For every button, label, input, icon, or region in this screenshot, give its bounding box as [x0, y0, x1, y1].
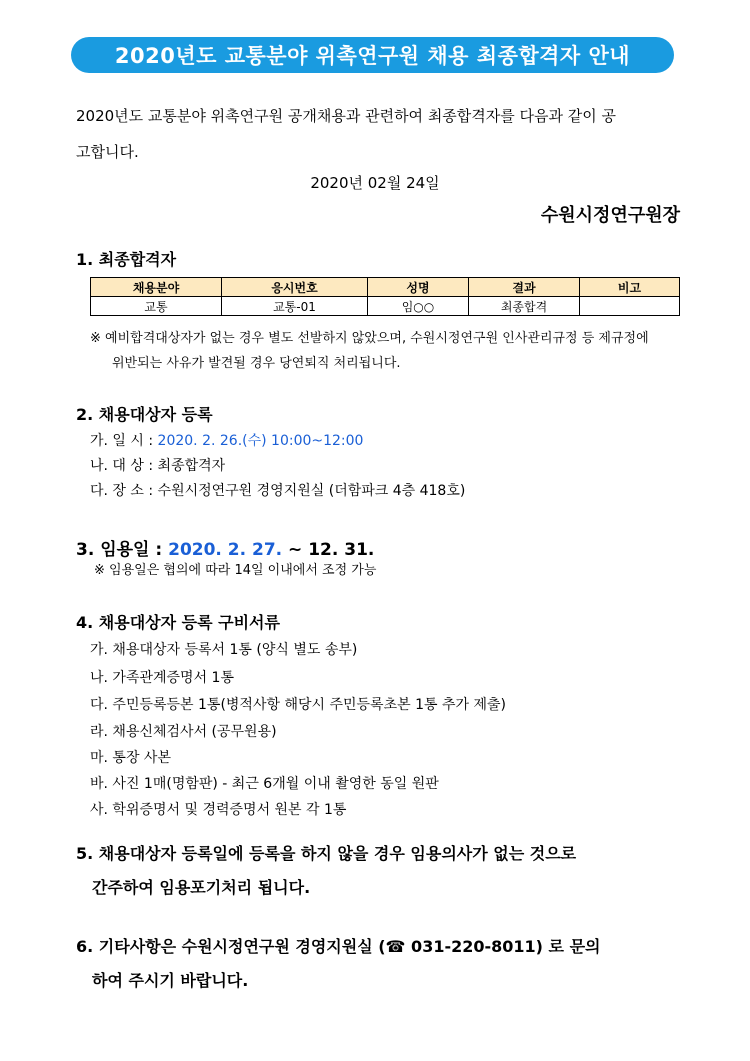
section-3-heading: [76, 535, 374, 560]
column-header: 응시번호: [222, 278, 368, 297]
section-4-heading: 4. 채용대상자 등록 구비서류: [76, 613, 280, 632]
intro-paragraph: [76, 98, 680, 170]
section-6-text: [76, 930, 601, 998]
location-item: 다. 장 소 : 수원시정연구원 경영지원실 (더함파크 4층 418호): [90, 483, 466, 499]
intro-line-2: 고합니다.: [76, 143, 139, 161]
note-line-2: 위반되는 사유가 발견될 경우 당연퇴직 처리됩니다.: [112, 356, 401, 371]
table-cell: 교통: [91, 297, 222, 316]
target-item: 나. 대 상 : 최종합격자: [90, 458, 226, 474]
page-title: 2020년도 교통분야 위촉연구원 채용 최종합격자 안내: [71, 37, 674, 73]
section-2-heading: 2. 채용대상자 등록: [76, 405, 213, 424]
table-cell: 교통-01: [222, 297, 368, 316]
result-table: [90, 277, 680, 316]
schedule-label: 가. 일 시 :: [90, 433, 158, 449]
announcement-date: 2020년 02월 24일: [310, 174, 440, 192]
schedule-value: 2020. 2. 26.(수) 10:00~12:00: [157, 433, 364, 449]
section-5-line-2: 간주하여 임용포기처리 됩니다.: [92, 878, 311, 897]
signer-name: 수원시정연구원장: [540, 205, 680, 226]
intro-line-1: 2020년도 교통분야 위촉연구원 공개채용과 관련하여 최종합격자를 다음과 같이 공: [76, 107, 617, 125]
table-header-row: [91, 278, 680, 297]
section-6-line-1: 6. 기타사항은 수원시정연구원 경영지원실 (☎ 031-220-8011) 로 문의: [76, 937, 601, 956]
document-item: 바. 사진 1매(명함판) - 최근 6개월 이내 촬영한 동일 원판: [90, 776, 439, 792]
column-header: 결과: [469, 278, 580, 297]
column-header: 비고: [580, 278, 680, 297]
document-item: 가. 채용대상자 등록서 1통 (양식 별도 송부): [90, 642, 358, 658]
table-cell: 최종합격: [469, 297, 580, 316]
appointment-label: 3. 임용일 :: [76, 540, 169, 560]
appointment-end: ~ 12. 31.: [282, 540, 375, 560]
section-5-text: [76, 837, 576, 905]
column-header: 성명: [368, 278, 469, 297]
section-6-line-2: 하여 주시기 바랍니다.: [92, 971, 249, 990]
document-item: 라. 채용신체검사서 (공무원용): [90, 724, 277, 740]
appointment-note: ※ 임용일은 협의에 따라 14일 이내에서 조정 가능: [94, 563, 377, 578]
section-1-note: [90, 326, 685, 376]
table-cell: [580, 297, 680, 316]
document-item: 마. 통장 사본: [90, 750, 171, 766]
column-header: 채용분야: [91, 278, 222, 297]
appointment-date: 2020. 2. 27.: [168, 540, 283, 560]
document-item: 나. 가족관계증명서 1통: [90, 670, 234, 686]
table-row: [91, 297, 680, 316]
document-item: 사. 학위증명서 및 경력증명서 원본 각 1통: [90, 802, 347, 818]
section-5-line-1: 5. 채용대상자 등록일에 등록을 하지 않을 경우 임용의사가 없는 것으로: [76, 844, 577, 863]
document-item: 다. 주민등록등본 1통(병적사항 해당시 주민등록초본 1통 추가 제출): [90, 697, 506, 713]
table-cell: 임○○: [368, 297, 469, 316]
schedule-item: [90, 430, 363, 450]
note-line-1: ※ 예비합격대상자가 없는 경우 별도 선발하지 않았으며, 수원시정연구원 인사관리규정 등 제규정에: [90, 331, 649, 346]
section-1-heading: 1. 최종합격자: [76, 250, 177, 269]
